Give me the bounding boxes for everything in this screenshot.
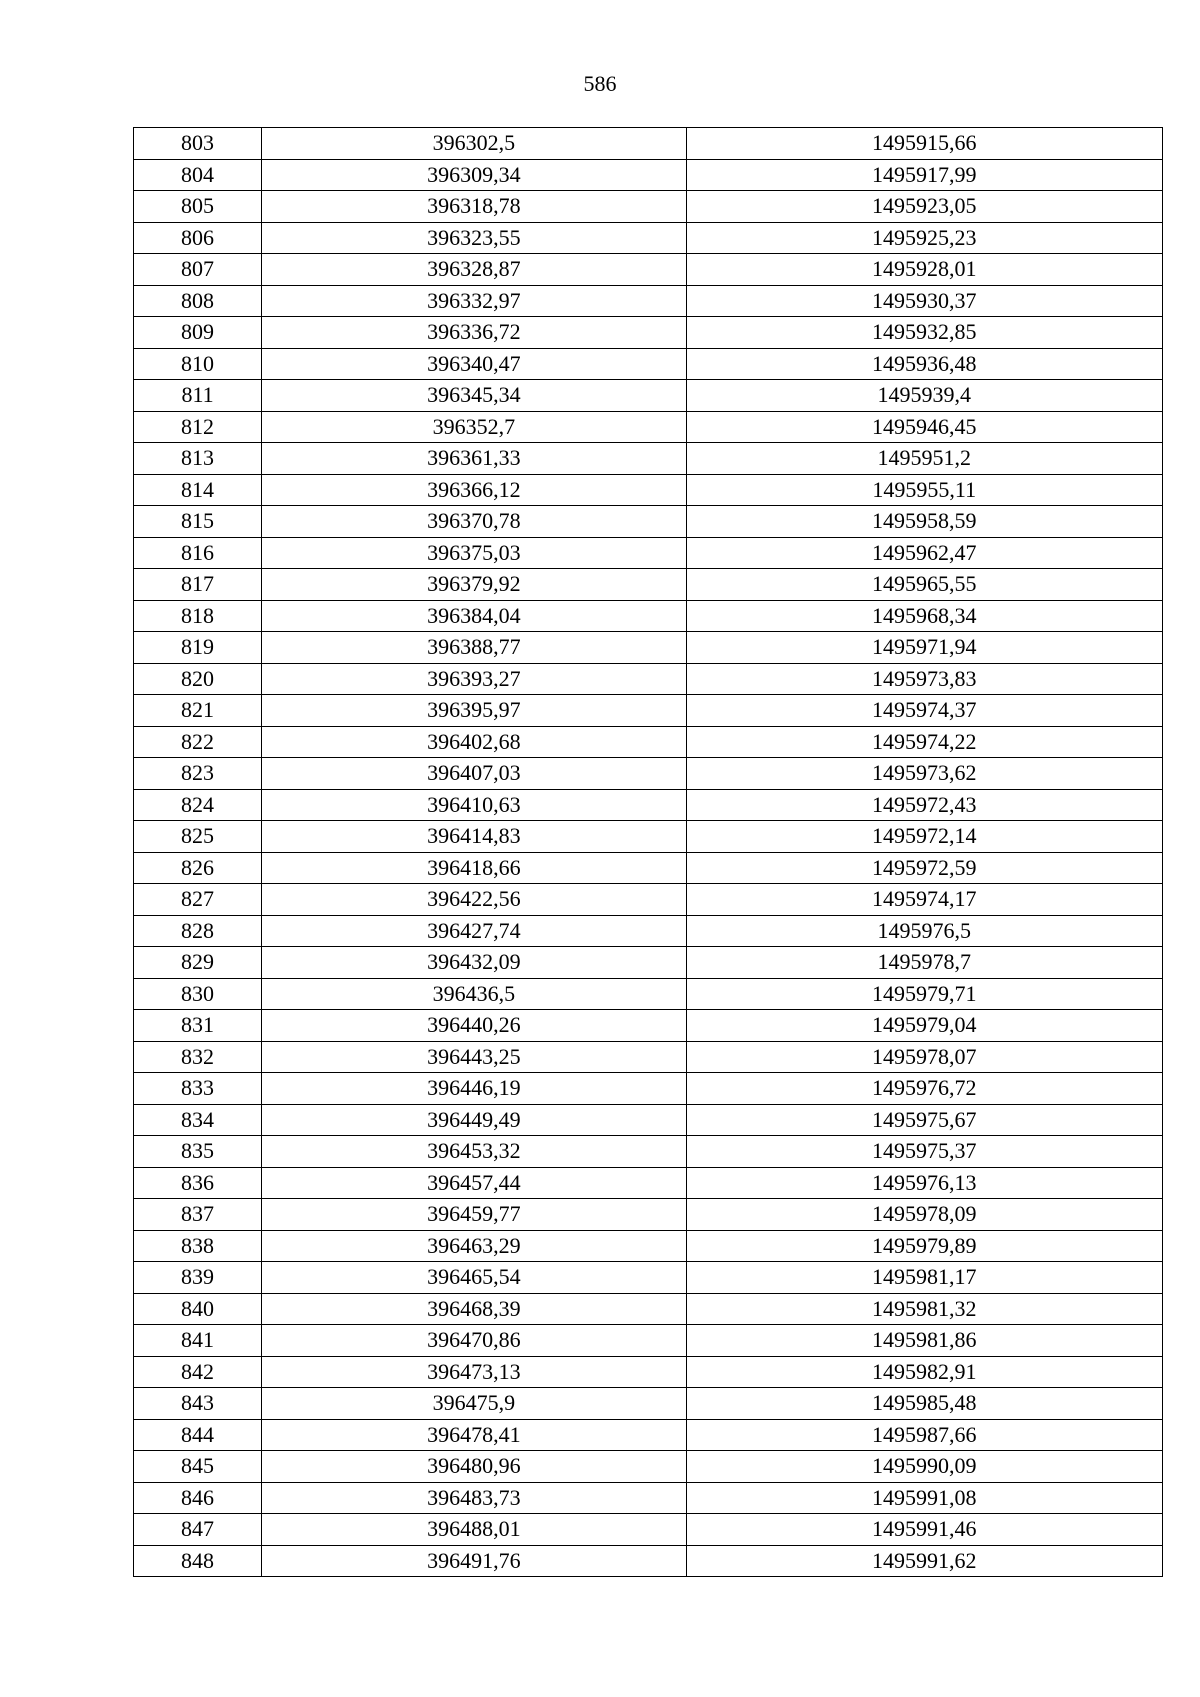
table-row [134,789,1163,821]
y-coordinate-cell: 1495972,43 [686,789,1162,821]
x-coordinate-cell: 396427,74 [262,915,686,947]
x-coordinate-cell: 396302,5 [262,128,686,160]
table-row [134,978,1163,1010]
x-coordinate-cell: 396480,96 [262,1451,686,1483]
y-coordinate-cell: 1495972,14 [686,821,1162,853]
point-number-cell: 813 [134,443,262,475]
table-row [134,695,1163,727]
x-coordinate-cell: 396491,76 [262,1545,686,1577]
y-coordinate-cell: 1495973,62 [686,758,1162,790]
table-row [134,632,1163,664]
point-number-cell: 829 [134,947,262,979]
y-coordinate-cell: 1495974,37 [686,695,1162,727]
x-coordinate-cell: 396468,39 [262,1293,686,1325]
x-coordinate-cell: 396457,44 [262,1167,686,1199]
y-coordinate-cell: 1495972,59 [686,852,1162,884]
y-coordinate-cell: 1495990,09 [686,1451,1162,1483]
table-row [134,1545,1163,1577]
x-coordinate-cell: 396475,9 [262,1388,686,1420]
x-coordinate-cell: 396483,73 [262,1482,686,1514]
y-coordinate-cell: 1495923,05 [686,191,1162,223]
x-coordinate-cell: 396370,78 [262,506,686,538]
x-coordinate-cell: 396463,29 [262,1230,686,1262]
point-number-cell: 814 [134,474,262,506]
table-row [134,348,1163,380]
point-number-cell: 811 [134,380,262,412]
x-coordinate-cell: 396470,86 [262,1325,686,1357]
x-coordinate-cell: 396418,66 [262,852,686,884]
table-row [134,1010,1163,1042]
table-row [134,726,1163,758]
point-number-cell: 827 [134,884,262,916]
x-coordinate-cell: 396473,13 [262,1356,686,1388]
x-coordinate-cell: 396361,33 [262,443,686,475]
point-number-cell: 809 [134,317,262,349]
x-coordinate-cell: 396375,03 [262,537,686,569]
point-number-cell: 817 [134,569,262,601]
x-coordinate-cell: 396422,56 [262,884,686,916]
y-coordinate-cell: 1495936,48 [686,348,1162,380]
table-row [134,128,1163,160]
y-coordinate-cell: 1495979,04 [686,1010,1162,1042]
x-coordinate-cell: 396453,32 [262,1136,686,1168]
table-row [134,1230,1163,1262]
point-number-cell: 842 [134,1356,262,1388]
table-row [134,191,1163,223]
y-coordinate-cell: 1495975,37 [686,1136,1162,1168]
table-row [134,1136,1163,1168]
table-row [134,1514,1163,1546]
point-number-cell: 832 [134,1041,262,1073]
y-coordinate-cell: 1495925,23 [686,222,1162,254]
table-row [134,1388,1163,1420]
x-coordinate-cell: 396340,47 [262,348,686,380]
table-row [134,821,1163,853]
table-row [134,947,1163,979]
table-row [134,884,1163,916]
point-number-cell: 831 [134,1010,262,1042]
point-number-cell: 822 [134,726,262,758]
point-number-cell: 830 [134,978,262,1010]
point-number-cell: 834 [134,1104,262,1136]
x-coordinate-cell: 396393,27 [262,663,686,695]
x-coordinate-cell: 396443,25 [262,1041,686,1073]
point-number-cell: 820 [134,663,262,695]
point-number-cell: 803 [134,128,262,160]
table-row [134,506,1163,538]
y-coordinate-cell: 1495928,01 [686,254,1162,286]
x-coordinate-cell: 396388,77 [262,632,686,664]
y-coordinate-cell: 1495987,66 [686,1419,1162,1451]
table-row [134,1482,1163,1514]
y-coordinate-cell: 1495951,2 [686,443,1162,475]
x-coordinate-cell: 396332,97 [262,285,686,317]
y-coordinate-cell: 1495915,66 [686,128,1162,160]
coordinates-table [133,127,1163,1577]
table-row [134,663,1163,695]
point-number-cell: 818 [134,600,262,632]
y-coordinate-cell: 1495975,67 [686,1104,1162,1136]
point-number-cell: 840 [134,1293,262,1325]
table-row [134,1262,1163,1294]
y-coordinate-cell: 1495981,17 [686,1262,1162,1294]
table-row [134,1167,1163,1199]
y-coordinate-cell: 1495979,89 [686,1230,1162,1262]
point-number-cell: 846 [134,1482,262,1514]
y-coordinate-cell: 1495991,08 [686,1482,1162,1514]
y-coordinate-cell: 1495979,71 [686,978,1162,1010]
x-coordinate-cell: 396478,41 [262,1419,686,1451]
coordinates-table-body [134,128,1163,1577]
y-coordinate-cell: 1495981,32 [686,1293,1162,1325]
x-coordinate-cell: 396446,19 [262,1073,686,1105]
table-row [134,758,1163,790]
table-row [134,1041,1163,1073]
y-coordinate-cell: 1495946,45 [686,411,1162,443]
x-coordinate-cell: 396414,83 [262,821,686,853]
point-number-cell: 841 [134,1325,262,1357]
point-number-cell: 815 [134,506,262,538]
point-number-cell: 848 [134,1545,262,1577]
table-row [134,159,1163,191]
x-coordinate-cell: 396323,55 [262,222,686,254]
point-number-cell: 808 [134,285,262,317]
table-row [134,1104,1163,1136]
point-number-cell: 833 [134,1073,262,1105]
point-number-cell: 821 [134,695,262,727]
table-row [134,380,1163,412]
y-coordinate-cell: 1495962,47 [686,537,1162,569]
y-coordinate-cell: 1495932,85 [686,317,1162,349]
y-coordinate-cell: 1495971,94 [686,632,1162,664]
x-coordinate-cell: 396352,7 [262,411,686,443]
table-row [134,537,1163,569]
point-number-cell: 837 [134,1199,262,1231]
y-coordinate-cell: 1495974,17 [686,884,1162,916]
table-row [134,569,1163,601]
x-coordinate-cell: 396432,09 [262,947,686,979]
point-number-cell: 810 [134,348,262,380]
point-number-cell: 839 [134,1262,262,1294]
table-row [134,411,1163,443]
point-number-cell: 826 [134,852,262,884]
y-coordinate-cell: 1495976,5 [686,915,1162,947]
point-number-cell: 828 [134,915,262,947]
x-coordinate-cell: 396366,12 [262,474,686,506]
y-coordinate-cell: 1495981,86 [686,1325,1162,1357]
y-coordinate-cell: 1495991,62 [686,1545,1162,1577]
x-coordinate-cell: 396379,92 [262,569,686,601]
point-number-cell: 812 [134,411,262,443]
table-row [134,1451,1163,1483]
table-row [134,222,1163,254]
y-coordinate-cell: 1495968,34 [686,600,1162,632]
point-number-cell: 824 [134,789,262,821]
x-coordinate-cell: 396345,34 [262,380,686,412]
table-row [134,285,1163,317]
point-number-cell: 805 [134,191,262,223]
x-coordinate-cell: 396318,78 [262,191,686,223]
x-coordinate-cell: 396410,63 [262,789,686,821]
table-row [134,254,1163,286]
y-coordinate-cell: 1495985,48 [686,1388,1162,1420]
point-number-cell: 819 [134,632,262,664]
x-coordinate-cell: 396465,54 [262,1262,686,1294]
y-coordinate-cell: 1495965,55 [686,569,1162,601]
x-coordinate-cell: 396459,77 [262,1199,686,1231]
point-number-cell: 807 [134,254,262,286]
x-coordinate-cell: 396309,34 [262,159,686,191]
table-row [134,474,1163,506]
table-row [134,1073,1163,1105]
page-number: 586 [583,71,617,96]
table-row [134,1419,1163,1451]
point-number-cell: 823 [134,758,262,790]
point-number-cell: 825 [134,821,262,853]
table-row [134,1199,1163,1231]
x-coordinate-cell: 396488,01 [262,1514,686,1546]
x-coordinate-cell: 396328,87 [262,254,686,286]
table-row [134,600,1163,632]
y-coordinate-cell: 1495978,7 [686,947,1162,979]
y-coordinate-cell: 1495976,13 [686,1167,1162,1199]
table-row [134,317,1163,349]
table-row [134,852,1163,884]
table-row [134,443,1163,475]
x-coordinate-cell: 396436,5 [262,978,686,1010]
y-coordinate-cell: 1495978,09 [686,1199,1162,1231]
y-coordinate-cell: 1495976,72 [686,1073,1162,1105]
point-number-cell: 845 [134,1451,262,1483]
y-coordinate-cell: 1495973,83 [686,663,1162,695]
x-coordinate-cell: 396407,03 [262,758,686,790]
y-coordinate-cell: 1495930,37 [686,285,1162,317]
table-row [134,915,1163,947]
y-coordinate-cell: 1495917,99 [686,159,1162,191]
y-coordinate-cell: 1495939,4 [686,380,1162,412]
y-coordinate-cell: 1495982,91 [686,1356,1162,1388]
x-coordinate-cell: 396440,26 [262,1010,686,1042]
x-coordinate-cell: 396336,72 [262,317,686,349]
table-row [134,1293,1163,1325]
point-number-cell: 843 [134,1388,262,1420]
point-number-cell: 835 [134,1136,262,1168]
point-number-cell: 847 [134,1514,262,1546]
x-coordinate-cell: 396449,49 [262,1104,686,1136]
point-number-cell: 804 [134,159,262,191]
point-number-cell: 816 [134,537,262,569]
x-coordinate-cell: 396384,04 [262,600,686,632]
y-coordinate-cell: 1495955,11 [686,474,1162,506]
table-row [134,1356,1163,1388]
point-number-cell: 838 [134,1230,262,1262]
point-number-cell: 836 [134,1167,262,1199]
table-row [134,1325,1163,1357]
y-coordinate-cell: 1495958,59 [686,506,1162,538]
y-coordinate-cell: 1495991,46 [686,1514,1162,1546]
point-number-cell: 806 [134,222,262,254]
point-number-cell: 844 [134,1419,262,1451]
x-coordinate-cell: 396395,97 [262,695,686,727]
y-coordinate-cell: 1495978,07 [686,1041,1162,1073]
y-coordinate-cell: 1495974,22 [686,726,1162,758]
x-coordinate-cell: 396402,68 [262,726,686,758]
